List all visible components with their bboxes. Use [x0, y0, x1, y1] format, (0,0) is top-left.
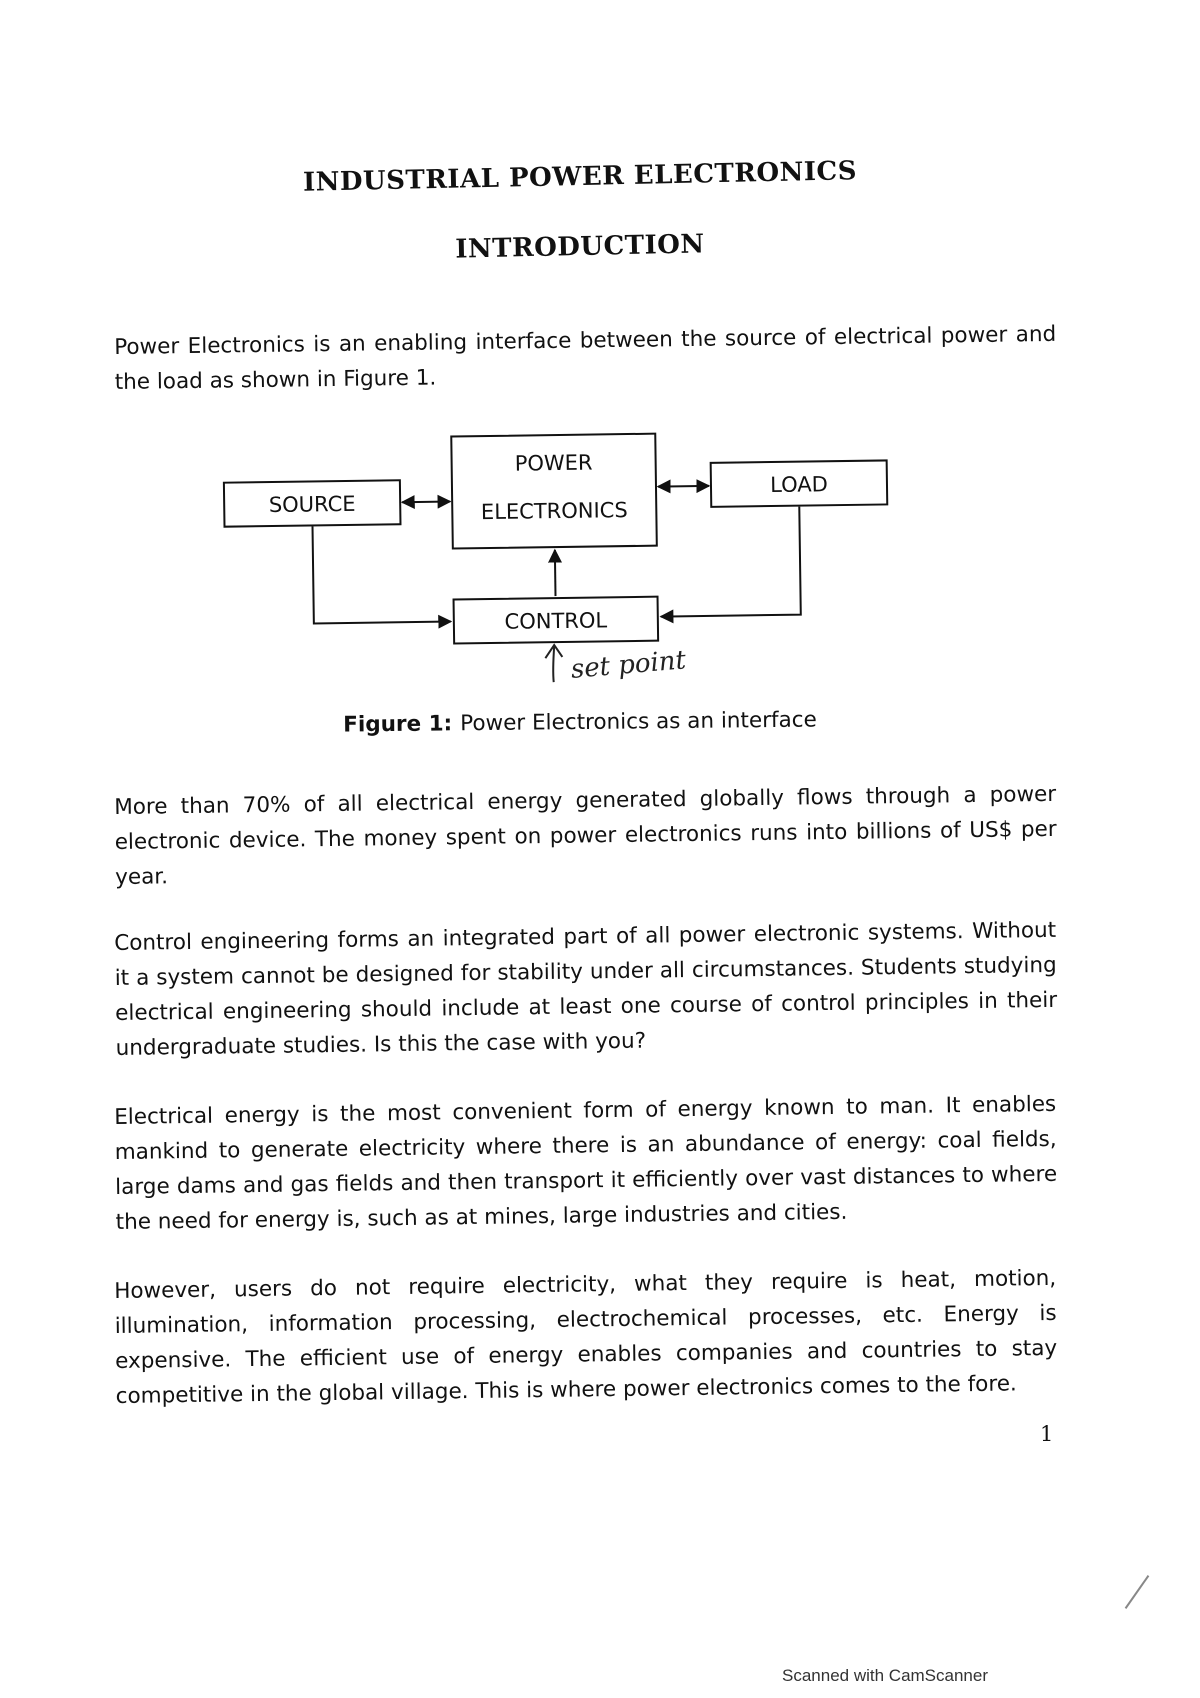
margin-pen-mark [1125, 1575, 1150, 1609]
figure-caption-label: Figure 1: [343, 711, 453, 738]
page-number: 1 [1040, 1422, 1054, 1446]
paragraph-electrical-energy: Electrical energy is the most convenient form of energy known to man. It enables mankind to generate electricity where there is an abundance of energy: coal fields, large dams and gas fields and then transport it efficiently over vast distances to where the need for energy is, such as at mines, large industries and cities. [114, 1091, 1058, 1235]
source-pe-connector [402, 502, 450, 503]
figure-block-diagram [200, 420, 920, 700]
source-label: SOURCE [268, 491, 356, 518]
source-control-feedback [313, 525, 451, 624]
setpoint-note: set point [569, 645, 688, 685]
pe-load-connector [658, 486, 709, 487]
paragraph-energy-use: However, users do not require electricity, what they require is heat, motion, illumination, information processing, electrochemical processes, etc. Energy is expensive. The efficient use of energy enables companies and countries to stay competitive in the global village. This is where power electronics comes to the fore. [114, 1265, 1058, 1409]
power-electronics-label-line1: POWER [514, 450, 593, 476]
load-control-feedback [659, 507, 800, 617]
block-diagram-svg [200, 420, 920, 700]
document-title: INDUSTRIAL POWER ELECTRONICS [302, 156, 858, 198]
figure-caption-text: Power Electronics as an interface [460, 707, 817, 737]
scanner-watermark: Scanned with CamScanner [782, 1666, 989, 1685]
control-pe-connector [555, 550, 556, 596]
power-electronics-label-line2: ELECTRONICS [480, 498, 628, 525]
load-label: LOAD [769, 472, 828, 498]
paragraph-control-engineering: Control engineering forms an integrated part of all power electronic systems. Without it a system cannot be designed for stability under all circumstances. Students studying electrical engineering should include at least one course of control principles in their undergraduate studies. Is this the case with you? [114, 917, 1058, 1061]
figure-caption [0, 704, 1160, 741]
section-heading: INTRODUCTION [455, 229, 705, 265]
control-label: CONTROL [504, 608, 608, 634]
setpoint-arrow [553, 646, 555, 682]
paragraph-energy-share: More than 70% of all electrical energy generated globally flows through a power electronic device. The money spent on power electronics runs into billions of US$ per year. [114, 781, 1057, 890]
paragraph-intro: Power Electronics is an enabling interface between the source of electrical power and the load as shown in Figure 1. [114, 321, 1057, 395]
